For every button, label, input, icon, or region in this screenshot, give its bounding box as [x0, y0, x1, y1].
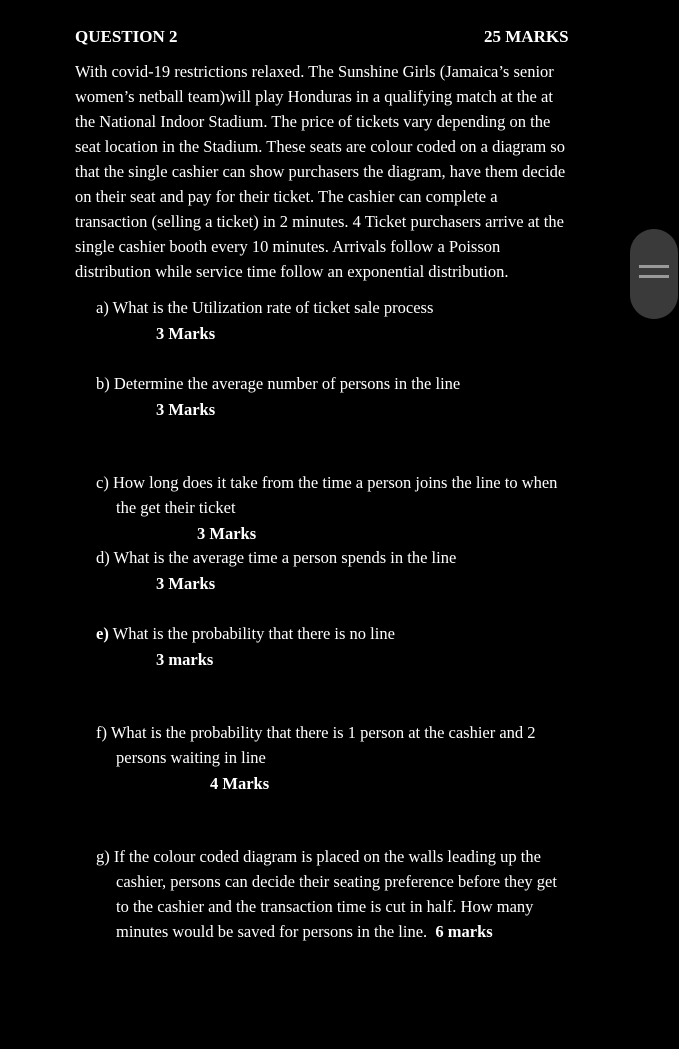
- intro-line: the National Indoor Stadium. The price of tickets vary depending on the: [75, 112, 551, 131]
- scroll-handle-icon[interactable]: [630, 229, 678, 319]
- question-g-continued: cashier, persons can decide their seating preference before they get: [116, 872, 557, 891]
- intro-line: women’s netball team)will play Honduras in a qualifying match at the at: [75, 87, 553, 106]
- question-a: a) What is the Utilization rate of ticket sale process: [96, 298, 434, 317]
- grip-line: [639, 265, 669, 268]
- intro-line: seat location in the Stadium. These seats are colour coded on a diagram so: [75, 137, 565, 156]
- intro-line: that the single cashier can show purchasers the diagram, have them decide: [75, 162, 566, 181]
- question-d: d) What is the average time a person spends in the line: [96, 548, 457, 567]
- question-e-marks: 3 marks: [156, 650, 214, 669]
- question-e-text: What is the probability that there is no line: [108, 624, 395, 643]
- question-f-continued: persons waiting in line: [116, 748, 266, 767]
- total-marks: 25 MARKS: [484, 27, 569, 46]
- question-e: [96, 624, 395, 644]
- question-b-marks: 3 Marks: [156, 400, 216, 419]
- question-g-last-line: minutes would be saved for persons in the line.: [116, 922, 428, 941]
- question-f: f) What is the probability that there is 1 person at the cashier and 2: [96, 723, 536, 742]
- intro-line: transaction (selling a ticket) in 2 minutes. 4 Ticket purchasers arrive at the: [75, 212, 564, 231]
- question-c-marks: 3 Marks: [197, 524, 257, 543]
- question-e-label: e): [96, 624, 109, 643]
- question-f-marks: 4 Marks: [210, 774, 270, 793]
- grip-line: [639, 275, 669, 278]
- question-title: QUESTION 2: [75, 27, 178, 46]
- question-a-marks: 3 Marks: [156, 324, 216, 343]
- question-c: c) How long does it take from the time a person joins the line to when: [96, 473, 558, 492]
- intro-line: on their seat and pay for their ticket. The cashier can complete a: [75, 187, 498, 206]
- question-g-marks: 6 marks: [435, 922, 493, 941]
- intro-line: single cashier booth every 10 minutes. Arrivals follow a Poisson: [75, 237, 501, 256]
- question-c-continued: the get their ticket: [116, 498, 236, 517]
- question-g-continued: [116, 922, 493, 942]
- question-g: g) If the colour coded diagram is placed on the walls leading up the: [96, 847, 541, 866]
- intro-line: With covid-19 restrictions relaxed. The Sunshine Girls (Jamaica’s senior: [75, 62, 554, 81]
- intro-line: distribution while service time follow an exponential distribution.: [75, 262, 509, 281]
- question-d-marks: 3 Marks: [156, 574, 216, 593]
- question-b: b) Determine the average number of persons in the line: [96, 374, 461, 393]
- question-g-continued: to the cashier and the transaction time is cut in half. How many: [116, 897, 534, 916]
